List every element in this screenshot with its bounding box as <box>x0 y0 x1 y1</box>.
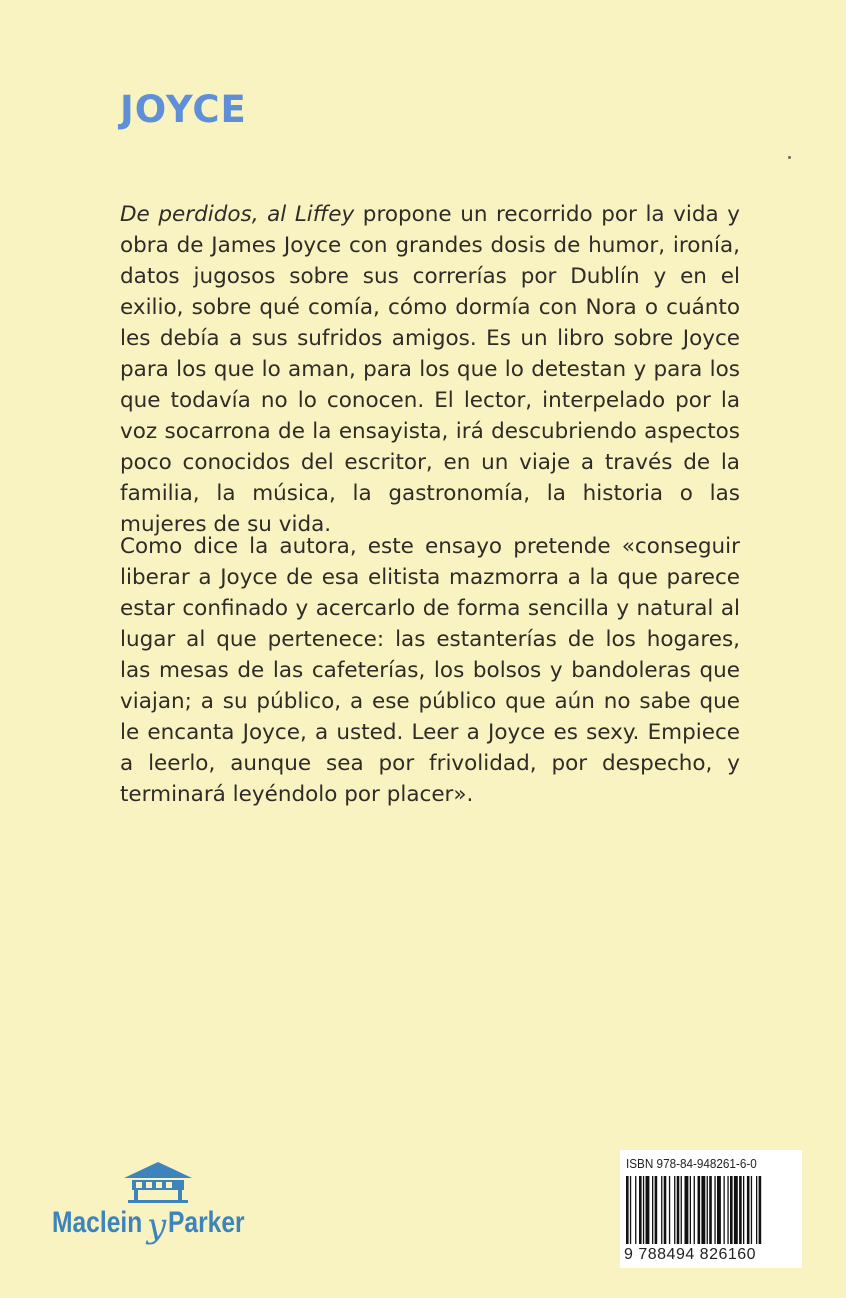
barcode-bar <box>747 1176 750 1244</box>
barcode-bars <box>624 1176 798 1246</box>
barcode-bar <box>714 1176 715 1244</box>
barcode-bar <box>643 1176 644 1244</box>
barcode-bar <box>698 1176 701 1244</box>
barcode-bar <box>694 1176 695 1244</box>
barcode-digits: 9 788494 826160 <box>624 1246 757 1263</box>
book-subtitle-italic: De perdidos, al Liffey <box>120 202 355 227</box>
publisher-ampersand: y <box>147 1206 167 1246</box>
barcode-bar <box>717 1176 721 1244</box>
blurb-paragraph-2 <box>120 531 740 810</box>
barcode-bar <box>743 1176 744 1244</box>
barcode-bar <box>669 1176 670 1244</box>
publisher-name-left: Maclein <box>52 1206 143 1239</box>
barcode-bar <box>681 1176 682 1244</box>
blurb-paragraph-1 <box>120 199 740 540</box>
barcode-bar <box>751 1176 752 1244</box>
barcode-bar <box>630 1176 631 1244</box>
barcode-bar <box>646 1176 650 1244</box>
barcode-bar <box>661 1176 662 1244</box>
barcode-bar <box>730 1176 733 1244</box>
publisher-name-right: Parker <box>168 1206 245 1239</box>
barcode-bar <box>626 1176 629 1244</box>
book-title: JOYCE <box>120 88 247 131</box>
barcode-bar <box>652 1176 653 1244</box>
barcode-bar <box>674 1176 675 1244</box>
barcode-bar <box>709 1176 712 1244</box>
barcode-bar <box>759 1176 762 1244</box>
barcode-bar <box>701 1176 705 1244</box>
barcode-bar <box>734 1176 738 1244</box>
barcode-bar <box>756 1176 757 1244</box>
house-icon <box>118 1160 198 1206</box>
blurb-paragraph-1-text: propone un recorrido por la vida y obra de James Joyce con grandes dosis de humor, ironía, datos jugosos sobre sus correrías por Dublín y en el exilio, sobre qué comía, cómo dormía con Nora o cuánto les debía a sus sufridos amigos. Es un libro sobre Joyce para los que lo aman, para los que lo detestan y para los que todavía no lo conocen. El lector, interpelado por la voz socarrona de la ensayista, irá descubriendo aspectos poco conocidos del escritor, en un viaje a través de la familia, la música, la gastronomía, la historia o las mujeres de su vida. <box>120 202 740 537</box>
publisher-logo <box>52 1160 262 1260</box>
barcode-bar <box>739 1176 742 1244</box>
barcode-bar <box>639 1176 642 1244</box>
barcode-bar <box>664 1176 667 1244</box>
barcode-bar <box>655 1176 658 1244</box>
barcode-bar <box>690 1176 691 1244</box>
barcode-bar <box>635 1176 636 1244</box>
barcode-bar <box>685 1176 689 1244</box>
print-speck <box>788 156 791 159</box>
barcode-bar <box>677 1176 680 1244</box>
isbn-label: ISBN 978-84-948261-6-0 <box>626 1156 757 1171</box>
barcode-bar <box>724 1176 725 1244</box>
isbn-barcode <box>620 1150 802 1268</box>
blurb-paragraph-2-text: Como dice la autora, este ensayo pretende «conseguir liberar a Joyce de esa elitista mazmorra a la que parece estar confinado y acercarlo de forma sencilla y natural al lugar al que pertenece: las estanterías de los hogares, las mesas de las cafeterías, los bolsos y bandoleras que viajan; a su público, a ese público que aún no sabe que le encanta Joyce, a usted. Leer a Joyce es sexy. Empiece a leerlo, aunque sea por frivolidad, por despecho, y terminará leyéndolo por placer». <box>120 534 740 807</box>
barcode-bar <box>707 1176 708 1244</box>
barcode-bar <box>727 1176 728 1244</box>
